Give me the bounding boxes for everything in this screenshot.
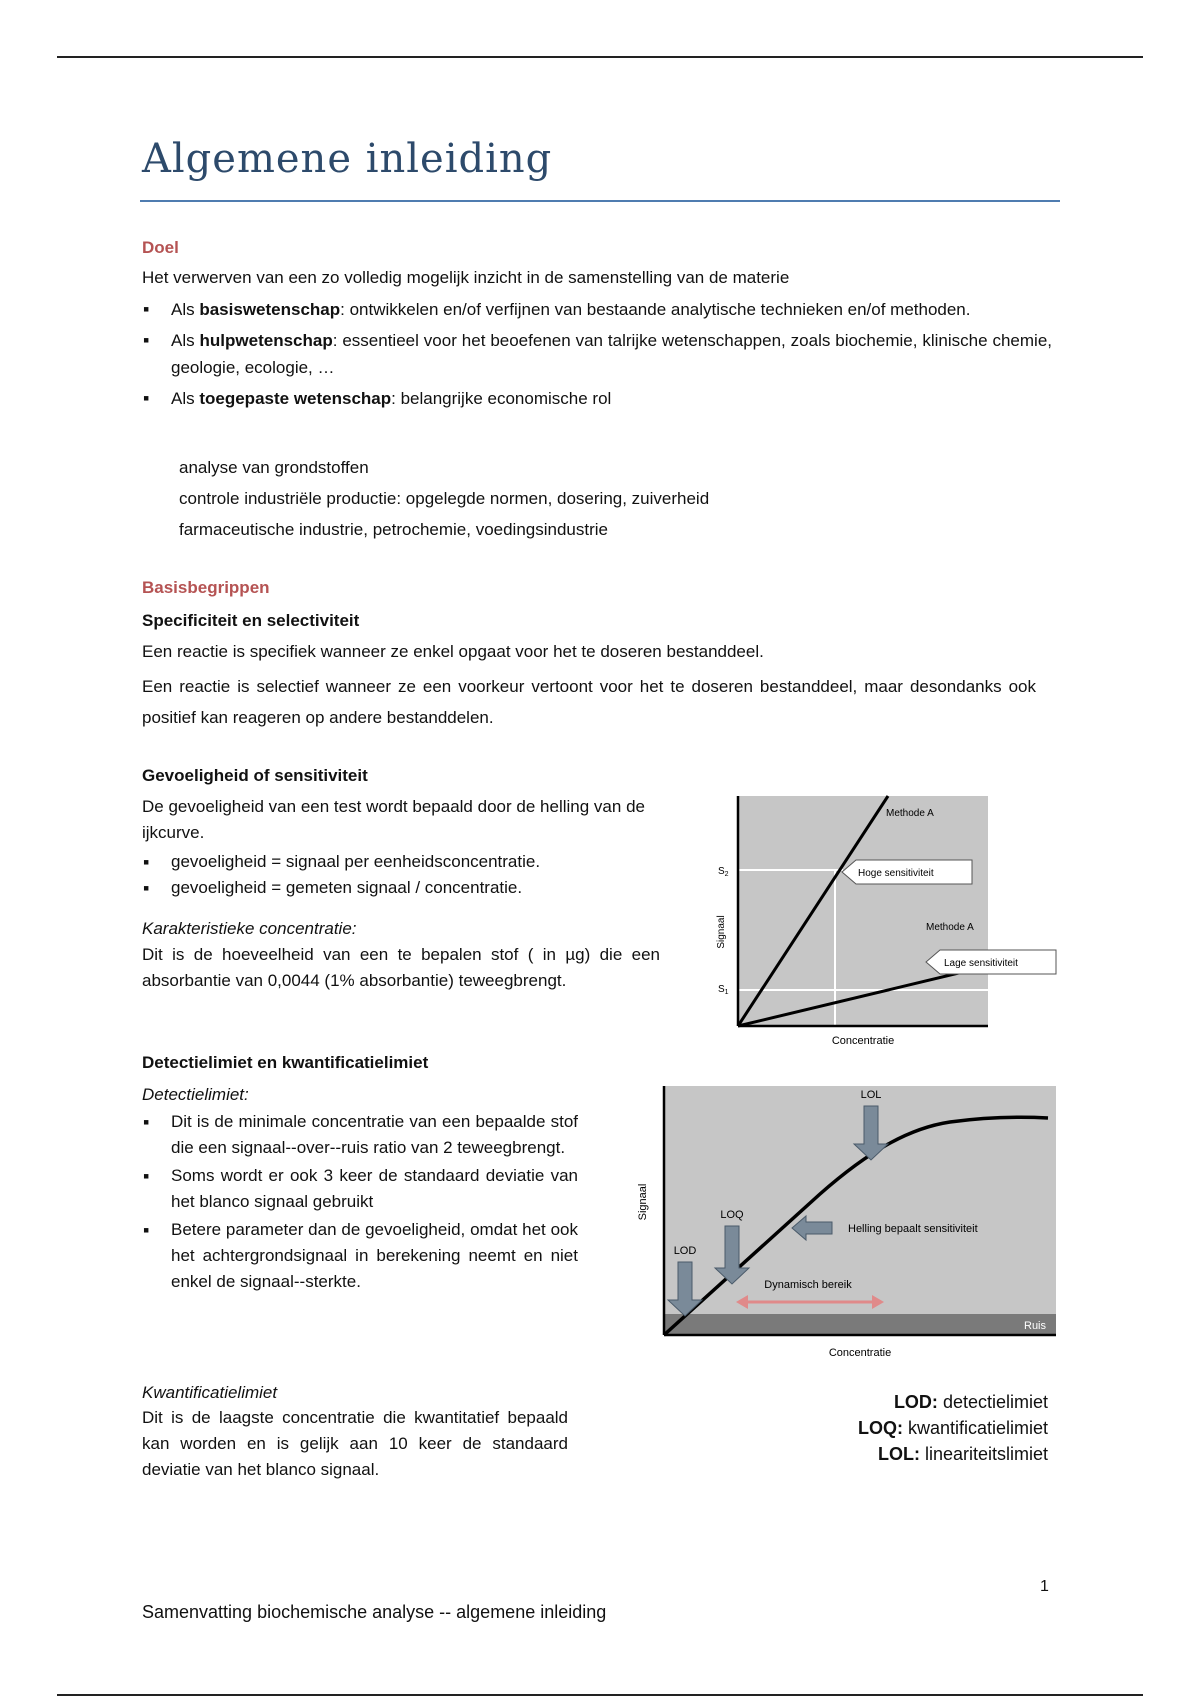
method-mid-label: Methode A xyxy=(926,922,974,933)
noise-label: Ruis xyxy=(1024,1320,1047,1332)
legend-lol: LOL: lineariteitslimiet xyxy=(877,1444,1048,1464)
gevoeligheid-heading: Gevoeligheid of sensitiviteit xyxy=(142,766,368,785)
y-axis-label: Signaal xyxy=(637,1183,649,1221)
noise-band xyxy=(664,1314,1056,1334)
karakteristieke-text: Dit is de hoeveelheid van een te bepalen stof ( in µg) die een absorbantie van 0,0044 (1% absorbantie) teweegbrengt. xyxy=(142,945,660,990)
karakteristieke-heading: Karakteristieke concentratie: xyxy=(142,919,357,938)
method-top-label: Methode A xyxy=(886,808,934,819)
y-axis-label: Signaal xyxy=(716,915,727,949)
detectie-list xyxy=(142,1109,578,1295)
list-item: ▪ Betere parameter dan de gevoeligheid, omdat het ook het achtergrondsignaal in berekening neemt en niet enkel de signaal--sterkte. xyxy=(142,1217,578,1295)
abbreviation-legend xyxy=(780,1389,1048,1467)
spec-heading: Specificiteit en selectiviteit xyxy=(142,611,360,630)
doel-list xyxy=(142,296,1052,412)
lod-label: LOD xyxy=(673,1245,697,1257)
gevoeligheid-paragraph: De gevoeligheid van een test wordt bepaald door de helling van de ijkcurve. xyxy=(142,797,645,842)
legend-loq: LOQ: kwantificatielimiet xyxy=(857,1418,1048,1438)
list-item: ▪ gevoeligheid = signaal per eenheidsconcentratie. xyxy=(142,849,662,875)
lol-label: LOL xyxy=(860,1089,882,1101)
list-item: ▪ Soms wordt er ook 3 keer de standaard deviatie van het blanco signaal gebruikt xyxy=(142,1163,578,1215)
title-underline xyxy=(140,200,1060,202)
loq-label: LOQ xyxy=(720,1209,744,1221)
s2-label: $S_2$ xyxy=(718,866,729,878)
detectielimiet-heading: Detectielimiet: xyxy=(142,1085,249,1104)
list-item: ▪ gevoeligheid = gemeten signaal / concentratie. xyxy=(142,875,662,901)
sensitivity-chart xyxy=(700,788,1070,1048)
detectie-heading: Detectielimiet en kwantificatielimiet xyxy=(142,1053,429,1072)
gevoeligheid-list xyxy=(142,849,662,901)
spec-paragraph-1: Een reactie is specifiek wanneer ze enkel opgaat voor het te doseren bestanddeel. xyxy=(142,642,764,661)
kwantificatielimiet-heading: Kwantificatielimiet xyxy=(142,1383,278,1402)
sub-item: farmaceutische industrie, petrochemie, voedingsindustrie xyxy=(179,520,609,539)
list-item: ▪ Dit is de minimale concentratie van een bepaalde stof die een signaal--over--ruis ratio van 2 teweegbrengt. xyxy=(142,1109,578,1161)
footer-text: Samenvatting biochemische analyse -- algemene inleiding xyxy=(142,1602,607,1622)
callout-low-label: Lage sensitiviteit xyxy=(944,958,1018,969)
slope-label: Helling bepaalt sensitiviteit xyxy=(848,1223,978,1235)
footer-rule xyxy=(57,1694,1143,1696)
spec-paragraph-2: Een reactie is selectief wanneer ze een voorkeur vertoont voor het te doseren bestanddeel, maar desondanks ook positief kan reageren op andere bestanddelen. xyxy=(142,677,1036,727)
plot-background xyxy=(738,796,988,1026)
header-rule xyxy=(57,56,1143,58)
sub-item: controle industriële productie: opgelegde normen, dosering, zuiverheid xyxy=(179,489,710,508)
x-axis-label: Concentratie xyxy=(831,1035,895,1047)
kwantificatielimiet-text: Dit is de laagste concentratie die kwantitatief bepaald kan worden en is gelijk aan 10 keer de standaard deviatie van het blanco signaal. xyxy=(142,1408,568,1479)
legend-lod: LOD: detectielimiet xyxy=(893,1392,1048,1412)
sub-item: analyse van grondstoffen xyxy=(179,458,369,477)
doel-intro: Het verwerven van een zo volledig mogelijk inzicht in de samenstelling van de materie xyxy=(142,268,790,287)
list-item: ▪ Als hulpwetenschap: essentieel voor het beoefenen van talrijke wetenschappen, zoals biochemie, klinische chemie, geologie, ecologie, … xyxy=(142,327,1052,381)
callout-high-label: Hoge sensitiviteit xyxy=(858,868,934,879)
doel-heading: Doel xyxy=(142,238,179,257)
list-item: ▪ Als basiswetenschap: ontwikkelen en/of verfijnen van bestaande analytische technieken en/of methoden. xyxy=(142,296,1052,323)
page-title: Algemene inleiding xyxy=(142,136,553,182)
list-item: ▪ Als toegepaste wetenschap: belangrijke economische rol xyxy=(142,385,1052,412)
x-axis-label: Concentratie xyxy=(828,1347,892,1359)
page-number: 1 xyxy=(1040,1578,1049,1595)
doel-sub-list xyxy=(179,452,709,545)
s1-label: $S_1$ xyxy=(718,984,729,996)
basis-heading: Basisbegrippen xyxy=(142,578,270,597)
dynamic-range-label: Dynamisch bereik xyxy=(764,1279,852,1291)
detection-limit-chart xyxy=(630,1082,1060,1362)
